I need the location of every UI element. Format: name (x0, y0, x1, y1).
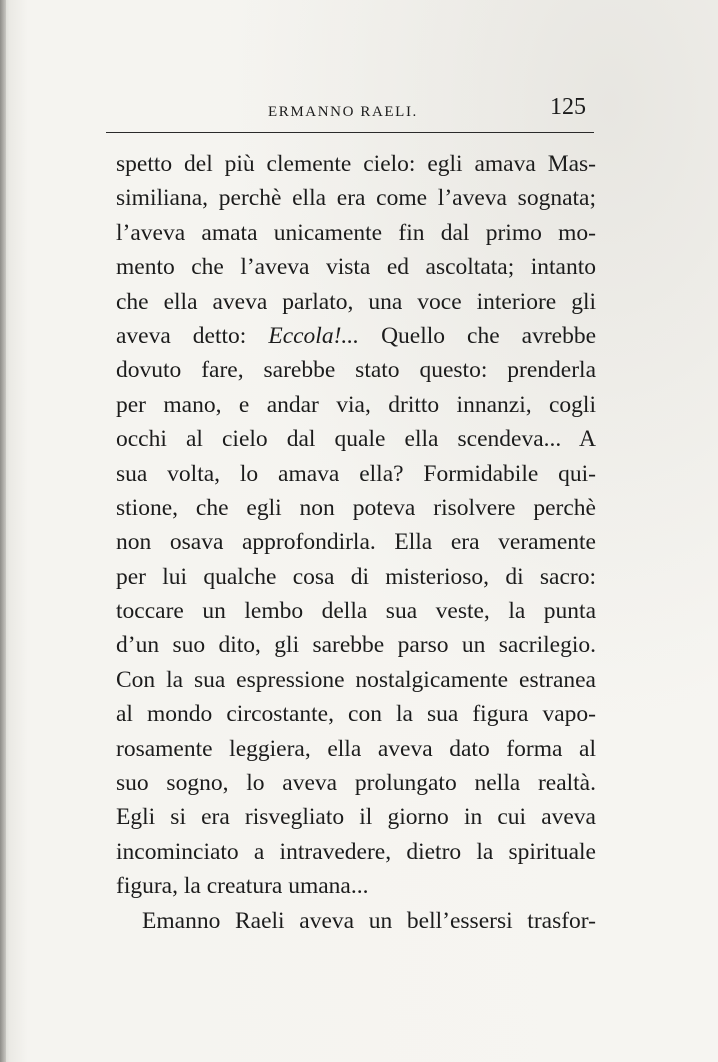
text-line: toccare un lembo della sua veste, la punta (116, 598, 596, 625)
text-line: stione, che egli non poteva risolvere perchè (116, 494, 596, 521)
text-line: similiana, perchè ella era come l’aveva sognata; (116, 185, 596, 212)
page-number: 125 (550, 94, 586, 120)
italic-quote: Eccola!... (268, 322, 360, 349)
text-line: spetto del più clemente cielo: egli amava Mas- (116, 151, 596, 177)
text-line-mixed (116, 319, 596, 353)
text-line: Con la sua espressione nostalgicamente estranea (116, 666, 596, 693)
text-line: Egli si era risvegliato il giorno in cui aveva (116, 804, 596, 831)
header-rule (106, 132, 594, 133)
running-head: ERMANNO RAELI. (268, 104, 418, 120)
text-line: che ella aveva parlato, una voce interiore gli (116, 288, 596, 315)
text-line: sua volta, lo amava ella? Formidabile qui- (116, 460, 596, 487)
text-segment: Quello che avrebbe (381, 322, 597, 349)
text-line: incominciato a intravedere, dietro la spirituale (116, 838, 596, 865)
text-line: per lui qualche cosa di misterioso, di sacro: (116, 563, 596, 590)
text-line: suo sogno, lo aveva prolungato nella realtà. (116, 770, 596, 797)
text-line: mento che l’aveva vista ed ascoltata; intanto (116, 254, 596, 281)
text-line: rosamente leggiera, ella aveva dato forma al (116, 735, 596, 762)
text-line: al mondo circostante, con la sua figura vapo- (116, 701, 596, 728)
text-line: d’un suo dito, gli sarebbe parso un sacrilegio. (116, 632, 596, 659)
text-line-indented: Emanno Raeli aveva un bell’essersi trasfor- (142, 907, 596, 934)
text-line: occhi al cielo dal quale ella scendeva... A (116, 426, 596, 453)
page-header (106, 92, 594, 126)
body-text (116, 147, 596, 938)
text-line: non osava approfondirla. Ella era veramente (116, 529, 596, 556)
text-line: l’aveva amata unicamente fin dal primo mo- (116, 219, 596, 246)
text-line: figura, la creatura umana... (116, 873, 369, 900)
page-binding-edge (0, 0, 6, 1062)
text-line: per mano, e andar via, dritto innanzi, cogli (116, 391, 596, 418)
text-segment: aveva detto: (116, 322, 247, 349)
text-line: dovuto fare, sarebbe stato questo: prenderla (116, 357, 596, 384)
